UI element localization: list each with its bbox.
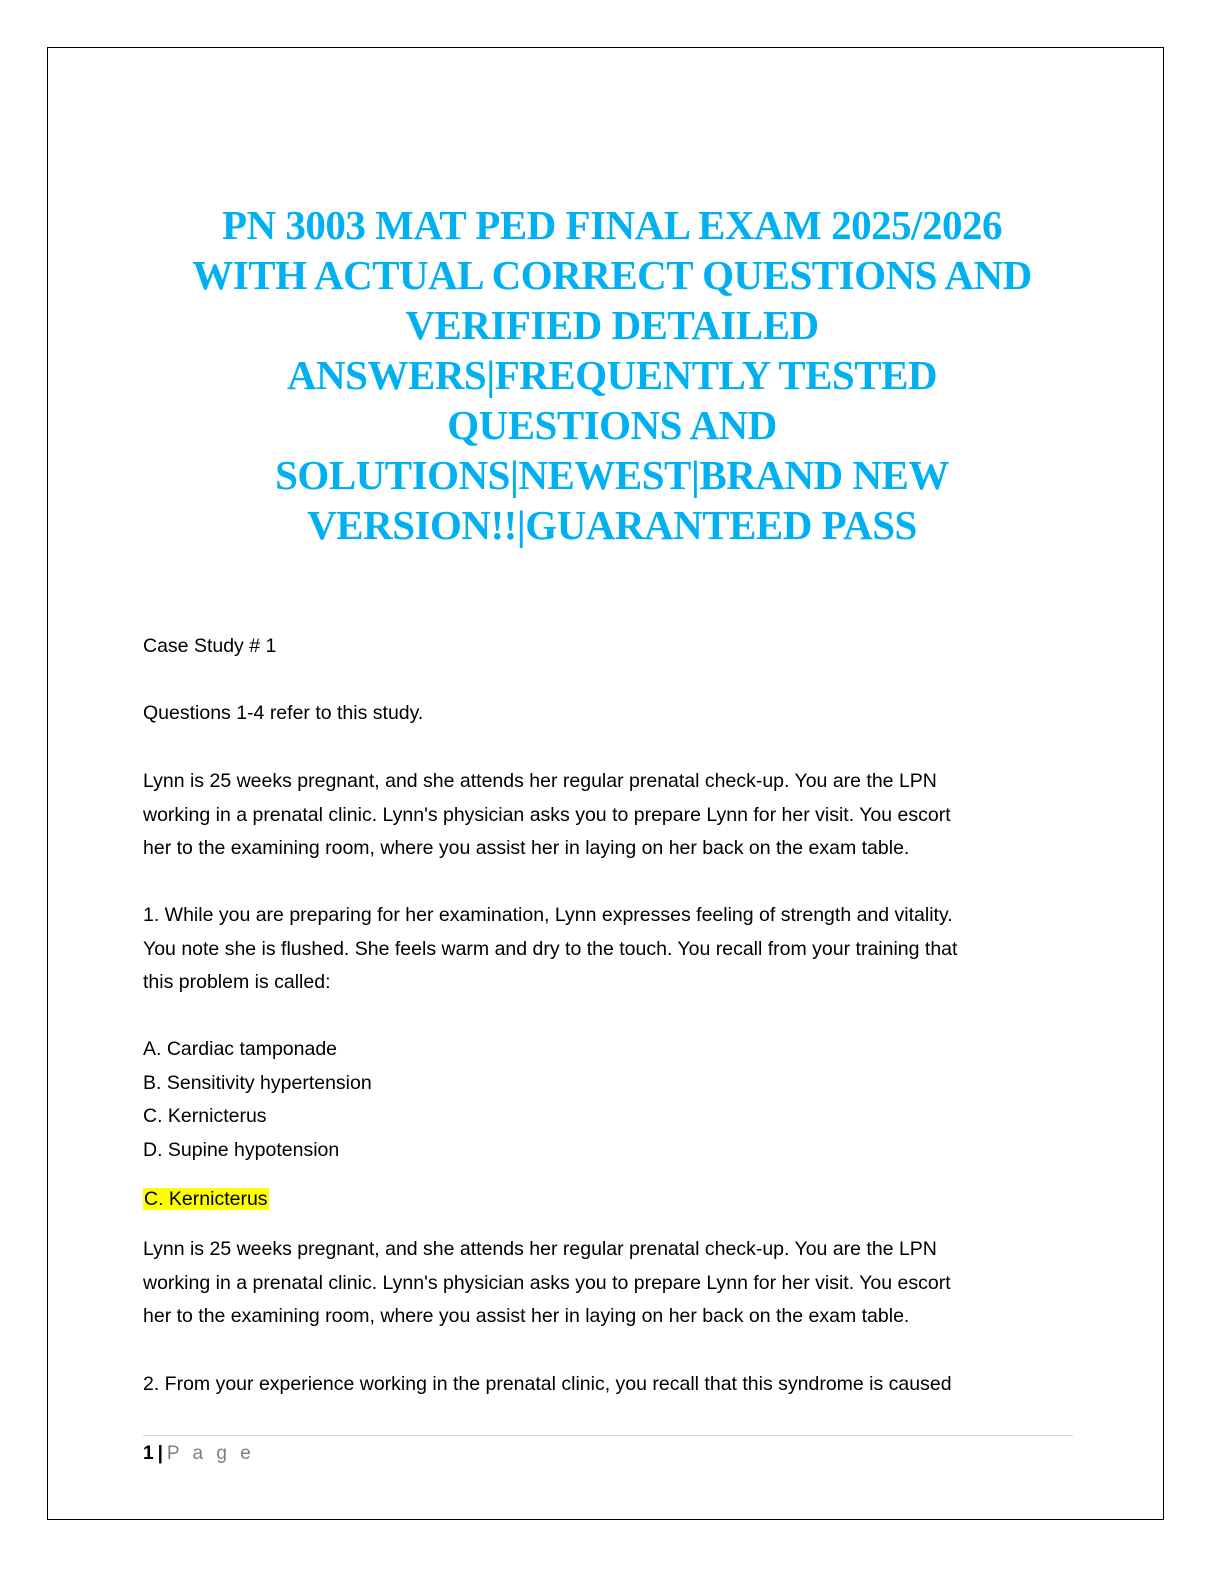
question-2: [143, 1368, 1073, 1402]
page-number: 1: [143, 1443, 154, 1464]
title-line-2: WITH ACTUAL CORRECT QUESTIONS AND: [192, 252, 1032, 298]
option-d: D. Supine hypotension: [143, 1138, 340, 1161]
scenario-2-line-2: working in a prenatal clinic. Lynn's physician asks you to prepare Lynn for her visit. You escort: [143, 1271, 951, 1294]
title-line-1: PN 3003 MAT PED FINAL EXAM 2025/2026: [222, 202, 1002, 248]
scenario-1-line-1: Lynn is 25 weeks pregnant, and she attends her regular prenatal check-up. You are the LPN: [143, 770, 937, 792]
title-line-5: QUESTIONS AND: [447, 402, 777, 448]
option-b: B. Sensitivity hypertension: [143, 1071, 372, 1094]
scenario-paragraph-1: [143, 765, 1073, 866]
question-1-options: [143, 1033, 1073, 1167]
case-study-intro: [143, 697, 1073, 731]
scenario-2-line-3: her to the examining room, where you assist her in laying on her back on the exam table.: [143, 1305, 910, 1327]
question-1-line-3: this problem is called:: [143, 971, 331, 993]
title-line-7: VERSION!!|GUARANTEED PASS: [307, 502, 917, 548]
title-line-4: ANSWERS|FREQUENTLY TESTED: [286, 352, 938, 398]
question-1-line-1: 1. While you are preparing for her examination, Lynn expresses feeling of strength and vitality.: [143, 904, 953, 926]
case-study-intro-text: Questions 1-4 refer to this study.: [143, 702, 424, 724]
scenario-1-line-2: working in a prenatal clinic. Lynn's physician asks you to prepare Lynn for her visit. You escort: [143, 803, 951, 826]
question-1-line-2: You note she is flushed. She feels warm and dry to the touch. You recall from your training that: [143, 937, 958, 960]
document-title: [120, 200, 1104, 550]
answer-1: [143, 1183, 1073, 1217]
scenario-1-line-3: her to the examining room, where you assist her in laying on her back on the exam table.: [143, 837, 910, 859]
option-c: C. Kernicterus: [143, 1105, 267, 1127]
option-a: A. Cardiac tamponade: [143, 1038, 338, 1060]
scenario-paragraph-2: [143, 1233, 1073, 1334]
footer-divider: [143, 1435, 1073, 1436]
question-1: [143, 899, 1073, 1000]
footer-separator: |: [157, 1443, 163, 1464]
page-footer: [143, 1441, 255, 1467]
scenario-2-line-1: Lynn is 25 weeks pregnant, and she attends her regular prenatal check-up. You are the LPN: [143, 1238, 937, 1260]
page-label: P a g e: [166, 1443, 255, 1464]
case-study-heading-text: Case Study # 1: [143, 635, 277, 657]
answer-1-highlighted: C. Kernicterus: [144, 1188, 268, 1210]
title-line-3: VERIFIED DETAILED: [405, 302, 819, 348]
title-line-6: SOLUTIONS|NEWEST|BRAND NEW: [275, 452, 949, 498]
question-2-line-1: 2. From your experience working in the prenatal clinic, you recall that this syndrome is caused: [143, 1373, 952, 1395]
case-study-heading: [143, 630, 1073, 664]
